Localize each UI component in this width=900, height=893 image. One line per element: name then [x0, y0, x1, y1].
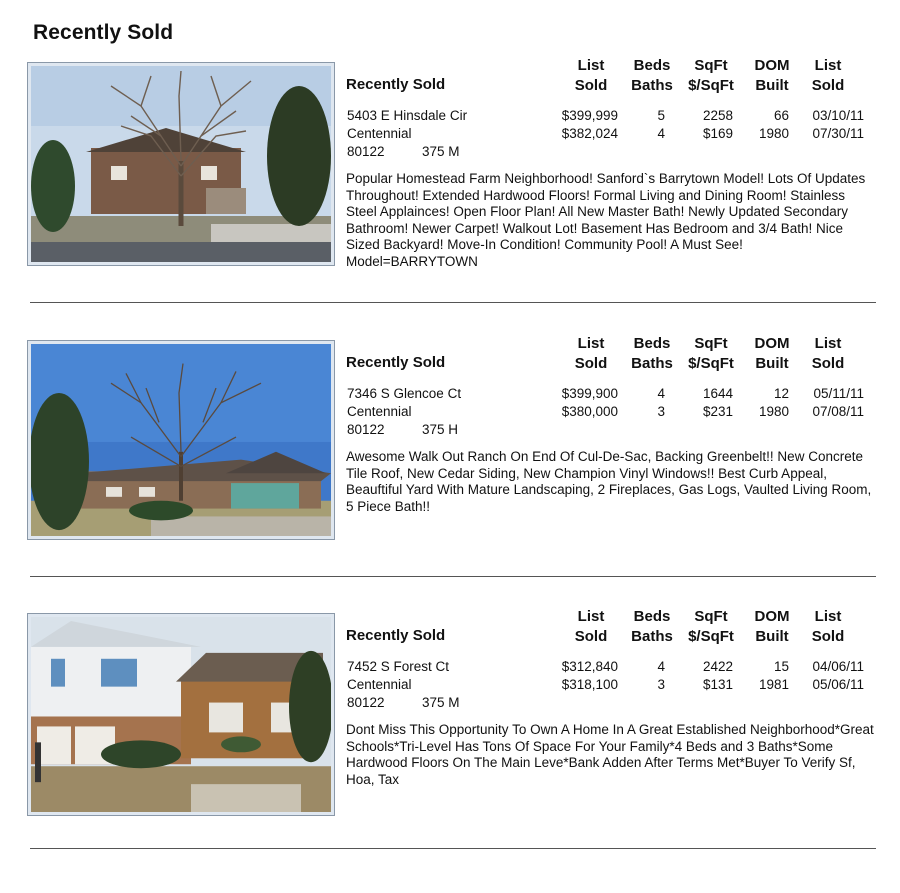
- listing-description: Popular Homestead Farm Neighborhood! Sanford`s Barrytown Model! Lots Of Updates Throughout! Extended Hardwood Floors! Formal Living and Dining Room! Stainless Steel Applainces! Open Floor Plan! All New Master Bath! Newly Updated Secondary Bathroom! Newer Carpet! Walkout Lot! Basement Has Bedroom and 3/4 Bath! Nice Sized Backyard! Move-In Condition! Community Pool! A Must See! Model=BARRYTOWN: [346, 171, 866, 269]
- year-built: 1980: [758, 126, 789, 141]
- sqft: 2422: [702, 659, 733, 674]
- beds: 4: [657, 386, 665, 401]
- header-dom-built: DOM Built: [754, 335, 790, 372]
- zip: 80122: [347, 695, 385, 710]
- zip: 80122: [347, 422, 385, 437]
- section-label: Recently Sold: [346, 76, 446, 93]
- listing-card[interactable]: [0, 57, 900, 342]
- sqft: 1644: [702, 386, 733, 401]
- listing-description: Dont Miss This Opportunity To Own A Home In A Great Established Neighborhood*Great Schools*Tri-Level Has Tons Of Space For Your Family*4 Beds and 3 Baths*Some Hardwood Floors On The Main Leve*Bank Adden After Terms Met*Buyer To Verify Sf, Hoa, Tax: [346, 722, 874, 787]
- sqft: 2258: [702, 108, 733, 123]
- listing-card[interactable]: [0, 335, 900, 620]
- header-list-sold: List Sold: [574, 608, 608, 645]
- list-date: 03/10/11: [812, 108, 864, 123]
- section-divider: [30, 302, 876, 303]
- header-dates: List Sold: [811, 57, 845, 94]
- beds: 5: [657, 108, 665, 123]
- city: Centennial: [347, 677, 412, 692]
- header-dom-built: DOM Built: [754, 57, 790, 94]
- price-per-sqft: $131: [702, 677, 733, 692]
- header-beds-baths: Beds Baths: [631, 57, 673, 94]
- sold-date: 07/08/11: [812, 404, 864, 419]
- sold-price: $382,024: [561, 126, 618, 141]
- year-built: 1980: [758, 404, 789, 419]
- sold-date: 05/06/11: [812, 677, 864, 692]
- sold-price: $318,100: [561, 677, 618, 692]
- address: 5403 E Hinsdale Cir: [347, 108, 468, 123]
- dom: 66: [773, 108, 789, 123]
- address: 7452 S Forest Ct: [347, 659, 450, 674]
- dom: 15: [773, 659, 789, 674]
- header-dates: List Sold: [811, 608, 845, 645]
- list-date: 05/11/11: [813, 386, 864, 401]
- sold-price: $380,000: [561, 404, 618, 419]
- year-built: 1981: [758, 677, 789, 692]
- header-list-sold: List Sold: [574, 57, 608, 94]
- map-ref: 375 M: [422, 695, 460, 710]
- section-label: Recently Sold: [346, 354, 446, 371]
- listing-photo[interactable]: [27, 613, 335, 816]
- list-price: $399,900: [561, 386, 618, 401]
- listing-photo[interactable]: [27, 340, 335, 540]
- city: Centennial: [347, 126, 412, 141]
- house-photo-image: [31, 66, 331, 262]
- section-divider: [30, 576, 876, 577]
- page-title: Recently Sold: [33, 21, 174, 44]
- section-label: Recently Sold: [346, 627, 446, 644]
- map-ref: 375 H: [422, 422, 459, 437]
- address: 7346 S Glencoe Ct: [347, 386, 462, 401]
- sold-date: 07/30/11: [812, 126, 864, 141]
- list-date: 04/06/11: [812, 659, 864, 674]
- beds: 4: [657, 659, 665, 674]
- list-price: $399,999: [561, 108, 618, 123]
- price-per-sqft: $169: [702, 126, 733, 141]
- baths: 3: [657, 404, 665, 419]
- price-per-sqft: $231: [702, 404, 733, 419]
- zip: 80122: [347, 144, 385, 159]
- map-ref: 375 M: [422, 144, 460, 159]
- city: Centennial: [347, 404, 412, 419]
- baths: 3: [657, 677, 665, 692]
- header-dom-built: DOM Built: [754, 608, 790, 645]
- header-dates: List Sold: [811, 335, 845, 372]
- dom: 12: [773, 386, 789, 401]
- header-list-sold: List Sold: [574, 335, 608, 372]
- header-sqft: SqFt $/SqFt: [688, 57, 734, 94]
- header-sqft: SqFt $/SqFt: [688, 335, 734, 372]
- header-sqft: SqFt $/SqFt: [688, 608, 734, 645]
- house-photo-image: [31, 344, 331, 536]
- listing-description: Awesome Walk Out Ranch On End Of Cul-De-Sac, Backing Greenbelt!! New Concrete Tile Roof, New Cedar Siding, New Champion Vinyl Windows!! Best Curb Appeal, Beauftiful Yard With Mature Landscaping, 2 Fireplaces, Gas Logs, Vaulted Living Room, 5 Piece Bath!!: [346, 449, 872, 514]
- list-price: $312,840: [561, 659, 618, 674]
- listing-card[interactable]: [0, 608, 900, 893]
- listing-photo[interactable]: [27, 62, 335, 266]
- house-photo-image: [31, 617, 331, 812]
- section-divider: [30, 848, 876, 849]
- header-beds-baths: Beds Baths: [631, 608, 673, 645]
- header-beds-baths: Beds Baths: [631, 335, 673, 372]
- baths: 4: [657, 126, 665, 141]
